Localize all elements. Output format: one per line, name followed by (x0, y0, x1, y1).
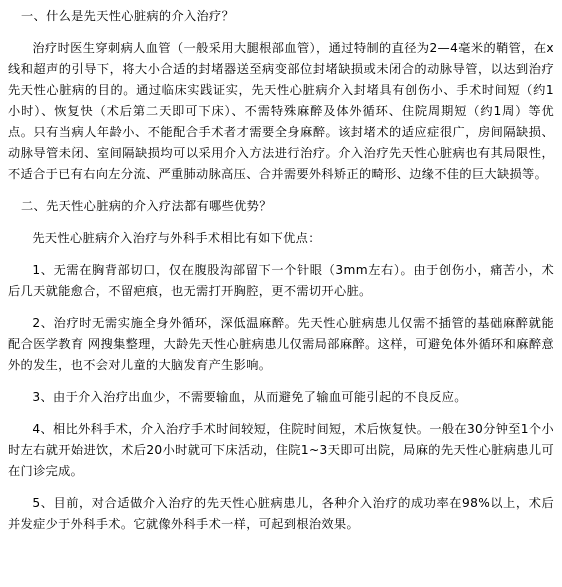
list-item: 4、相比外科手术，介入治疗手术时间较短，住院时间短，术后恢复快。一般在30分钟至1个小时左右就开始进饮，术后20小时就可下床活动，住院1~3天即可出院，局麻的先天性心脏病患儿可在门诊完成。 (8, 422, 554, 478)
section-heading: 一、什么是先天性心脏病的介入治疗？ (21, 9, 235, 23)
section-heading: 二、先天性心脏病的介入疗法都有哪些优势？ (21, 199, 272, 213)
list-item: 5、目前，对合适做介入治疗的先天性心脏病患儿，各种介入治疗的成功率在98%以上，术后并发症少于外科手术。它就像外科手术一样，可起到根治效果。 (8, 496, 554, 531)
list-item: 3、由于介入治疗出血少，不需要输血，从而避免了输血可能引起的不良反应。 (32, 390, 467, 404)
paragraph: 先天性心脏病介入治疗与外科手术相比有如下优点： (32, 231, 321, 245)
list-item: 1、无需在胸背部切口，仅在腹股沟部留下一个针眼（3mm左右）。由于创伤小，痛苦小，术后几天就能愈合，不留疤痕，也无需打开胸腔，更不需切开心脏。 (8, 263, 554, 298)
paragraph: 治疗时医生穿刺病人血管（一般采用大腿根部血管），通过特制的直径为2—4毫米的鞘管，在x线和超声的引导下，将大小合适的封堵器送至病变部位封堵缺损或未闭合的动脉导管，以达到治疗先天性心脏病的目的。通过临床实践证实，先天性心脏病介入封堵具有创伤小、手术时间短（约1小时）、恢复快（术后第二天即可下床）、不需特殊麻醉及体外循环、住院周期短（约1周）等优点。只有当病人年龄小、不能配合手术者才需要全身麻醉。该封堵术的适应症很广，房间隔缺损、动脉导管未闭、室间隔缺损均可以采用介入方法进行治疗。介入治疗先天性心脏病也有其局限性，不适合于已有右向左分流、严重肺动脉高压、合并需要外科矫正的畸形、边缘不佳的巨大缺损等。 (8, 41, 554, 181)
list-item: 2、治疗时无需实施全身外循环，深低温麻醉。先天性心脏病患儿仅需不插管的基础麻醉就能配合医学教育 网搜集整理，大龄先天性心脏病患儿仅需局部麻醉。这样，可避免体外循环和麻醉意外的发生，也不会对儿童的大脑发育产生影响。 (8, 316, 554, 372)
